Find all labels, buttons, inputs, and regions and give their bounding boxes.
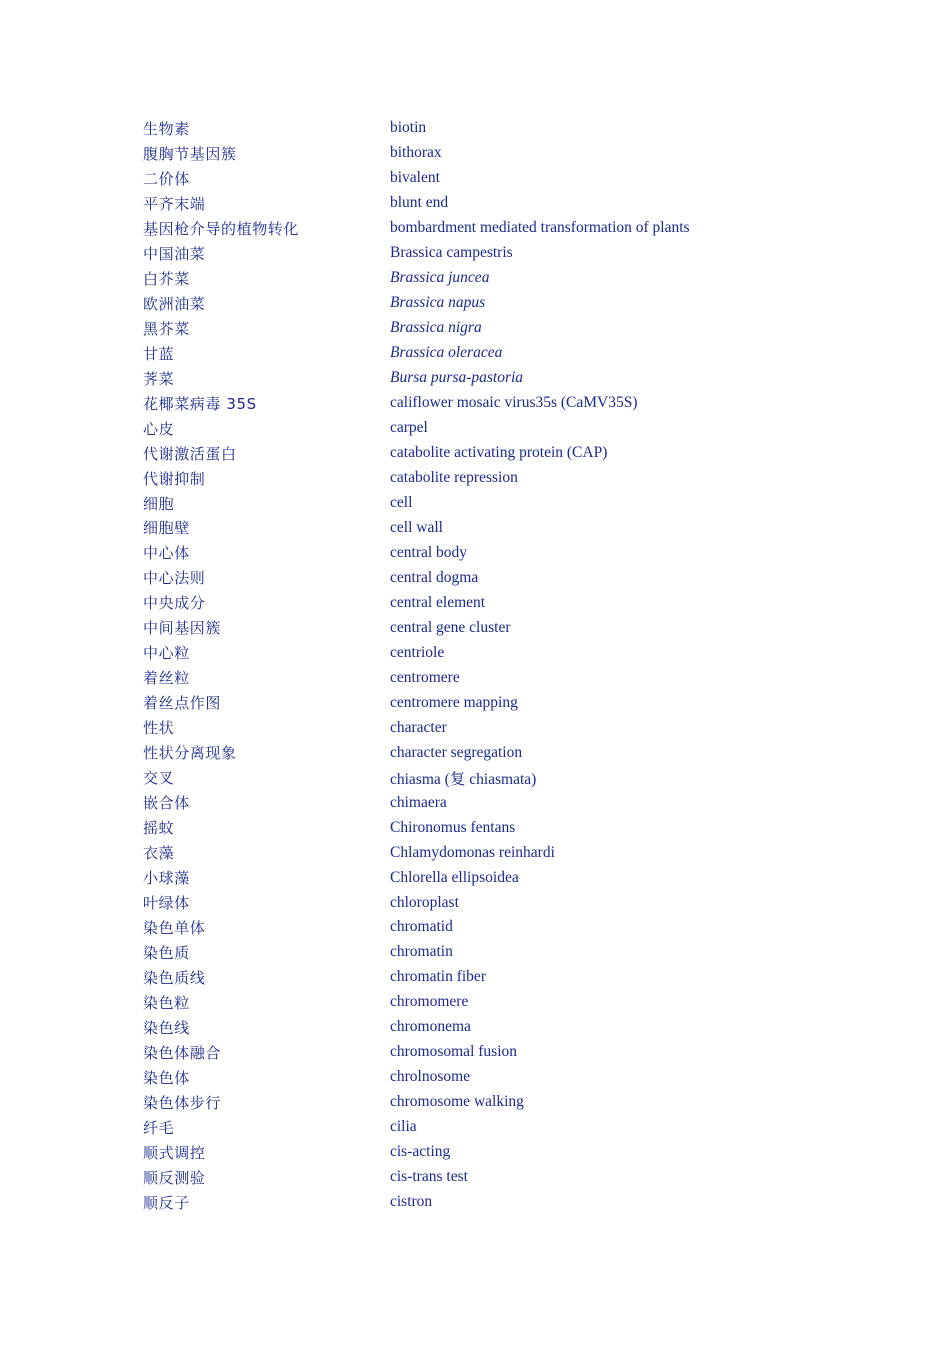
chinese-term: 细胞 [143, 494, 175, 513]
glossary-row [143, 840, 843, 865]
chinese-term: 染色质 [143, 943, 190, 962]
glossary-row [143, 366, 843, 391]
chinese-term: 花椰菜病毒 35S [143, 394, 257, 413]
glossary-row [143, 491, 843, 516]
english-term: chromatin [390, 943, 453, 961]
glossary-row [143, 715, 843, 740]
english-term: cistron [390, 1193, 433, 1211]
chinese-term: 平齐末端 [143, 194, 206, 213]
english-term: centromere mapping [390, 693, 518, 711]
glossary-row [143, 790, 843, 815]
glossary-row [143, 1065, 843, 1090]
chinese-term: 染色体融合 [143, 1043, 222, 1062]
glossary-row [143, 1140, 843, 1165]
chinese-term: 中心法则 [143, 569, 206, 588]
chinese-term: 衣藻 [143, 844, 175, 863]
chinese-term: 代谢激活蛋白 [143, 444, 237, 463]
chinese-term: 基因枪介导的植物转化 [143, 219, 300, 238]
chinese-term: 二价体 [143, 169, 190, 188]
glossary-row [143, 1115, 843, 1140]
glossary-row [143, 1015, 843, 1040]
chinese-term: 染色单体 [143, 918, 206, 937]
english-term: blunt end [390, 194, 449, 212]
chinese-term: 着丝点作图 [143, 694, 222, 713]
english-term: chromonema [390, 1018, 471, 1036]
glossary-row [143, 116, 843, 141]
chinese-term: 顺式调控 [143, 1143, 206, 1162]
glossary-row [143, 416, 843, 441]
chinese-term: 黑芥菜 [143, 319, 190, 338]
english-term: chromatin fiber [390, 968, 486, 986]
glossary-row [143, 690, 843, 715]
english-term: cilia [390, 1118, 417, 1136]
glossary-row [143, 1040, 843, 1065]
english-term: Chironomus fentans [390, 818, 516, 836]
english-term: chromomere [390, 993, 469, 1011]
english-term: bombardment mediated transformation of plants [390, 219, 690, 237]
chinese-term: 甘蓝 [143, 344, 175, 363]
english-term: catabolite repression [390, 469, 518, 487]
chinese-term: 摇蚊 [143, 819, 175, 838]
glossary-row [143, 665, 843, 690]
chinese-term: 中间基因簇 [143, 619, 222, 638]
english-term: Chlorella ellipsoidea [390, 868, 519, 886]
chinese-term: 染色线 [143, 1018, 190, 1037]
chinese-term: 中心粒 [143, 644, 190, 663]
glossary-row [143, 316, 843, 341]
english-term: chromatid [390, 918, 453, 936]
glossary-row [143, 241, 843, 266]
glossary-row [143, 191, 843, 216]
english-term: central dogma [390, 568, 479, 586]
chinese-term: 细胞壁 [143, 519, 190, 538]
glossary-row [143, 441, 843, 466]
chinese-term: 中央成分 [143, 594, 206, 613]
english-term: character segregation [390, 743, 523, 761]
english-term: califlower mosaic virus35s (CaMV35S) [390, 394, 638, 412]
chinese-term: 心皮 [143, 419, 175, 438]
english-term: Brassica napus [390, 294, 486, 312]
english-term: Brassica campestris [390, 244, 513, 262]
chinese-term: 小球藻 [143, 869, 190, 888]
chinese-term: 染色体步行 [143, 1093, 222, 1112]
chinese-term: 纤毛 [143, 1118, 175, 1137]
english-term: bithorax [390, 144, 442, 162]
chinese-term: 顺反测验 [143, 1168, 206, 1187]
english-term: bivalent [390, 169, 440, 187]
english-term: Brassica juncea [390, 269, 490, 287]
glossary-list [143, 116, 843, 1215]
english-term: centriole [390, 643, 445, 661]
english-term: cis-trans test [390, 1168, 468, 1186]
chinese-term: 中心体 [143, 544, 190, 563]
glossary-row [143, 166, 843, 191]
chinese-term: 染色粒 [143, 993, 190, 1012]
english-term: Brassica oleracea [390, 344, 503, 362]
glossary-row [143, 216, 843, 241]
english-term: cell wall [390, 518, 443, 536]
english-term: chiasma (复 chiasmata) [390, 770, 537, 788]
english-term: catabolite activating protein (CAP) [390, 444, 608, 462]
glossary-row [143, 341, 843, 366]
chinese-term: 叶绿体 [143, 894, 190, 913]
chinese-term: 交叉 [143, 769, 175, 788]
english-term: chloroplast [390, 893, 459, 911]
english-term: central body [390, 543, 468, 561]
english-term: Brassica nigra [390, 319, 482, 337]
glossary-row [143, 590, 843, 615]
english-term: centromere [390, 668, 460, 686]
glossary-row [143, 815, 843, 840]
glossary-row [143, 990, 843, 1015]
chinese-term: 白芥菜 [143, 269, 190, 288]
glossary-row [143, 1165, 843, 1190]
glossary-row [143, 965, 843, 990]
glossary-row [143, 890, 843, 915]
glossary-row [143, 141, 843, 166]
glossary-row [143, 940, 843, 965]
english-term: chromosome walking [390, 1093, 524, 1111]
chinese-term: 荠菜 [143, 369, 175, 388]
english-term: Bursa pursa-pastoria [390, 369, 524, 387]
glossary-row [143, 466, 843, 491]
english-term: cis-acting [390, 1143, 451, 1161]
chinese-term: 染色质线 [143, 968, 206, 987]
chinese-term: 代谢抑制 [143, 469, 206, 488]
english-term: cell [390, 494, 413, 512]
glossary-row [143, 540, 843, 565]
chinese-term: 中国油菜 [143, 244, 206, 263]
chinese-term: 着丝粒 [143, 669, 190, 688]
glossary-row [143, 291, 843, 316]
glossary-row [143, 865, 843, 890]
chinese-term: 染色体 [143, 1068, 190, 1087]
glossary-row [143, 615, 843, 640]
english-term: chrolnosome [390, 1068, 471, 1086]
glossary-row [143, 915, 843, 940]
chinese-term: 性状 [143, 719, 175, 738]
glossary-row [143, 740, 843, 765]
english-term: chromosomal fusion [390, 1043, 517, 1061]
chinese-term: 顺反子 [143, 1193, 190, 1212]
glossary-row [143, 516, 843, 541]
english-term: character [390, 718, 447, 736]
chinese-term: 欧洲油菜 [143, 294, 206, 313]
glossary-row [143, 640, 843, 665]
glossary-row [143, 565, 843, 590]
glossary-row [143, 765, 843, 790]
english-term: carpel [390, 419, 428, 437]
chinese-term: 腹胸节基因簇 [143, 144, 237, 163]
english-term: biotin [390, 119, 427, 137]
chinese-term: 嵌合体 [143, 794, 190, 813]
chinese-term: 生物素 [143, 119, 190, 138]
chinese-term: 性状分离现象 [143, 744, 237, 763]
english-term: central element [390, 593, 486, 611]
english-term: central gene cluster [390, 618, 511, 636]
glossary-row [143, 1090, 843, 1115]
glossary-row [143, 391, 843, 416]
english-term: Chlamydomonas reinhardi [390, 843, 555, 861]
glossary-row [143, 1190, 843, 1215]
english-term: chimaera [390, 793, 447, 811]
glossary-row [143, 266, 843, 291]
